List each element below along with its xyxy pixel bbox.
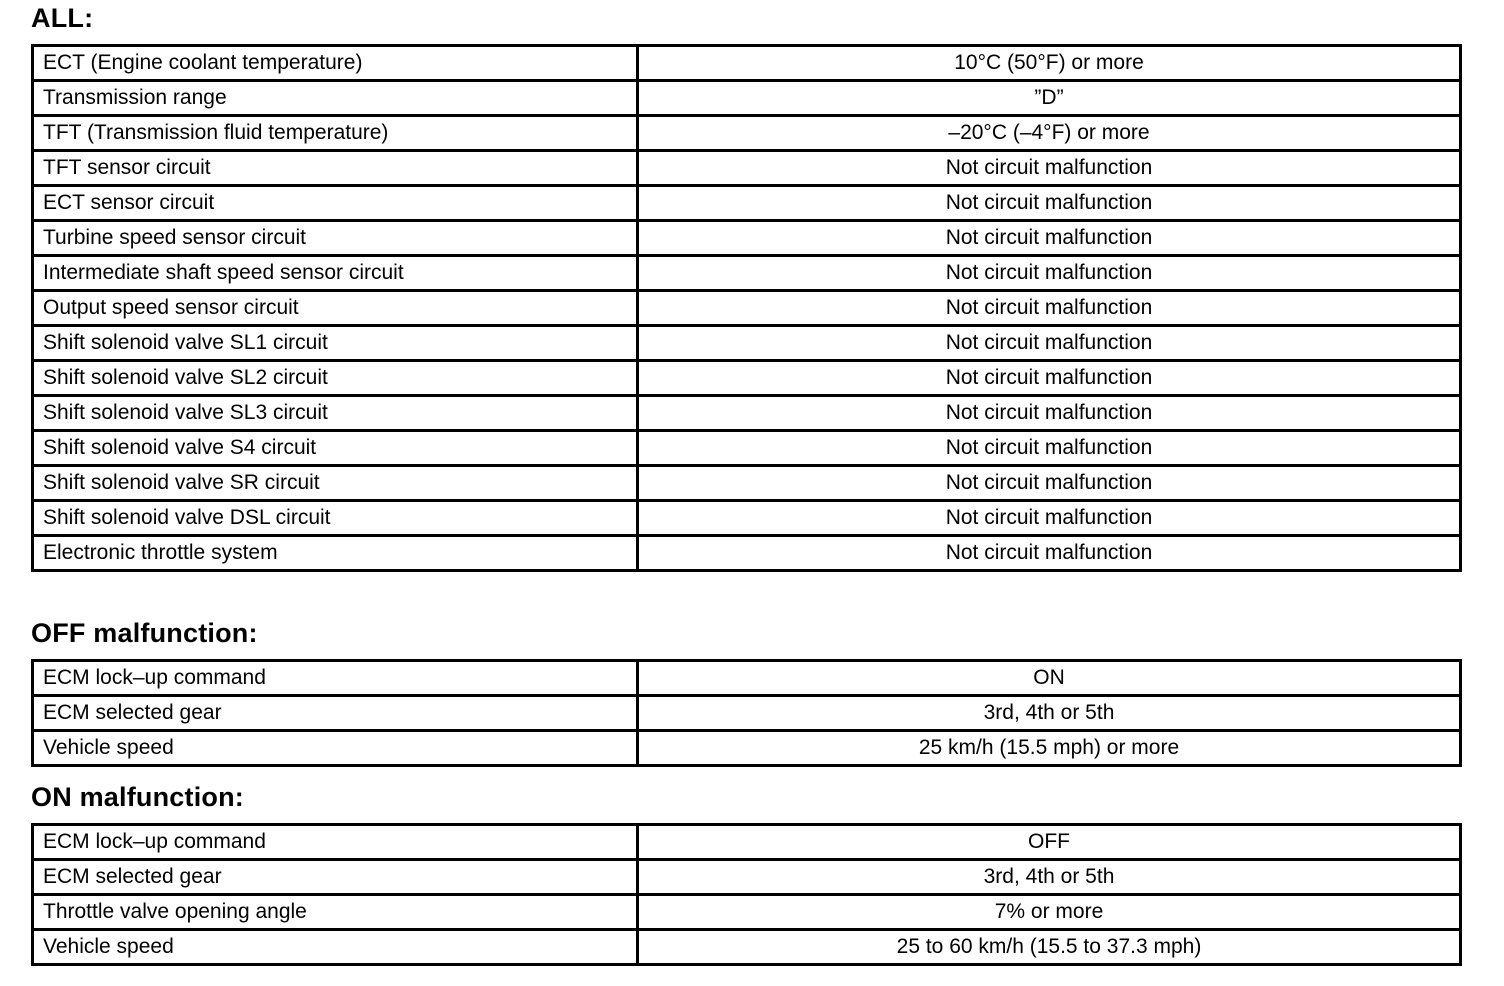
condition-value: 25 to 60 km/h (15.5 to 37.3 mph): [638, 930, 1461, 965]
condition-value: Not circuit malfunction: [638, 431, 1461, 466]
conditions-table-off-malfunction: [31, 659, 1462, 767]
table-row: [33, 116, 1461, 151]
condition-value: Not circuit malfunction: [638, 151, 1461, 186]
condition-value: Not circuit malfunction: [638, 396, 1461, 431]
condition-value: Not circuit malfunction: [638, 501, 1461, 536]
condition-item: Throttle valve opening angle: [33, 895, 638, 930]
condition-item: Vehicle speed: [33, 731, 638, 766]
condition-value: –20°C (–4°F) or more: [638, 116, 1461, 151]
table-row: [33, 661, 1461, 696]
table-row: [33, 46, 1461, 81]
condition-item: Turbine speed sensor circuit: [33, 221, 638, 256]
condition-value: Not circuit malfunction: [638, 536, 1461, 571]
table-row: [33, 396, 1461, 431]
section-heading-all: ALL:: [31, 3, 94, 33]
condition-value: ”D”: [638, 81, 1461, 116]
condition-item: ECM lock–up command: [33, 825, 638, 860]
condition-value: Not circuit malfunction: [638, 326, 1461, 361]
condition-item: Transmission range: [33, 81, 638, 116]
condition-value: Not circuit malfunction: [638, 466, 1461, 501]
table-row: [33, 151, 1461, 186]
table-row: [33, 930, 1461, 965]
condition-item: Shift solenoid valve DSL circuit: [33, 501, 638, 536]
condition-value: Not circuit malfunction: [638, 186, 1461, 221]
table-row: [33, 501, 1461, 536]
table-row: [33, 186, 1461, 221]
condition-item: ECM selected gear: [33, 696, 638, 731]
condition-item: TFT sensor circuit: [33, 151, 638, 186]
condition-value: 7% or more: [638, 895, 1461, 930]
table-row: [33, 291, 1461, 326]
condition-item: TFT (Transmission fluid temperature): [33, 116, 638, 151]
condition-item: Intermediate shaft speed sensor circuit: [33, 256, 638, 291]
condition-value: 3rd, 4th or 5th: [638, 696, 1461, 731]
table-row: [33, 731, 1461, 766]
condition-item: ECT sensor circuit: [33, 186, 638, 221]
conditions-table-on-malfunction: [31, 823, 1462, 966]
condition-item: ECT (Engine coolant temperature): [33, 46, 638, 81]
condition-item: ECM lock–up command: [33, 661, 638, 696]
condition-value: ON: [638, 661, 1461, 696]
condition-item: Shift solenoid valve SL2 circuit: [33, 361, 638, 396]
condition-value: Not circuit malfunction: [638, 361, 1461, 396]
table-row: [33, 466, 1461, 501]
condition-item: Shift solenoid valve SL1 circuit: [33, 326, 638, 361]
condition-value: Not circuit malfunction: [638, 221, 1461, 256]
table-row: [33, 696, 1461, 731]
condition-item: Vehicle speed: [33, 930, 638, 965]
table-row: [33, 81, 1461, 116]
table-row: [33, 895, 1461, 930]
table-row: [33, 860, 1461, 895]
condition-item: Electronic throttle system: [33, 536, 638, 571]
condition-value: 10°C (50°F) or more: [638, 46, 1461, 81]
table-row: [33, 221, 1461, 256]
section-heading-off-malfunction: OFF malfunction:: [31, 618, 258, 648]
section-heading-on-malfunction: ON malfunction:: [31, 782, 244, 812]
condition-value: OFF: [638, 825, 1461, 860]
condition-value: Not circuit malfunction: [638, 256, 1461, 291]
condition-item: Shift solenoid valve SL3 circuit: [33, 396, 638, 431]
condition-item: Shift solenoid valve S4 circuit: [33, 431, 638, 466]
condition-value: 3rd, 4th or 5th: [638, 860, 1461, 895]
table-row: [33, 326, 1461, 361]
table-row: [33, 536, 1461, 571]
condition-value: Not circuit malfunction: [638, 291, 1461, 326]
condition-item: ECM selected gear: [33, 860, 638, 895]
table-row: [33, 431, 1461, 466]
table-row: [33, 256, 1461, 291]
condition-item: Output speed sensor circuit: [33, 291, 638, 326]
conditions-table-all: [31, 44, 1462, 572]
condition-item: Shift solenoid valve SR circuit: [33, 466, 638, 501]
condition-value: 25 km/h (15.5 mph) or more: [638, 731, 1461, 766]
table-row: [33, 361, 1461, 396]
table-row: [33, 825, 1461, 860]
